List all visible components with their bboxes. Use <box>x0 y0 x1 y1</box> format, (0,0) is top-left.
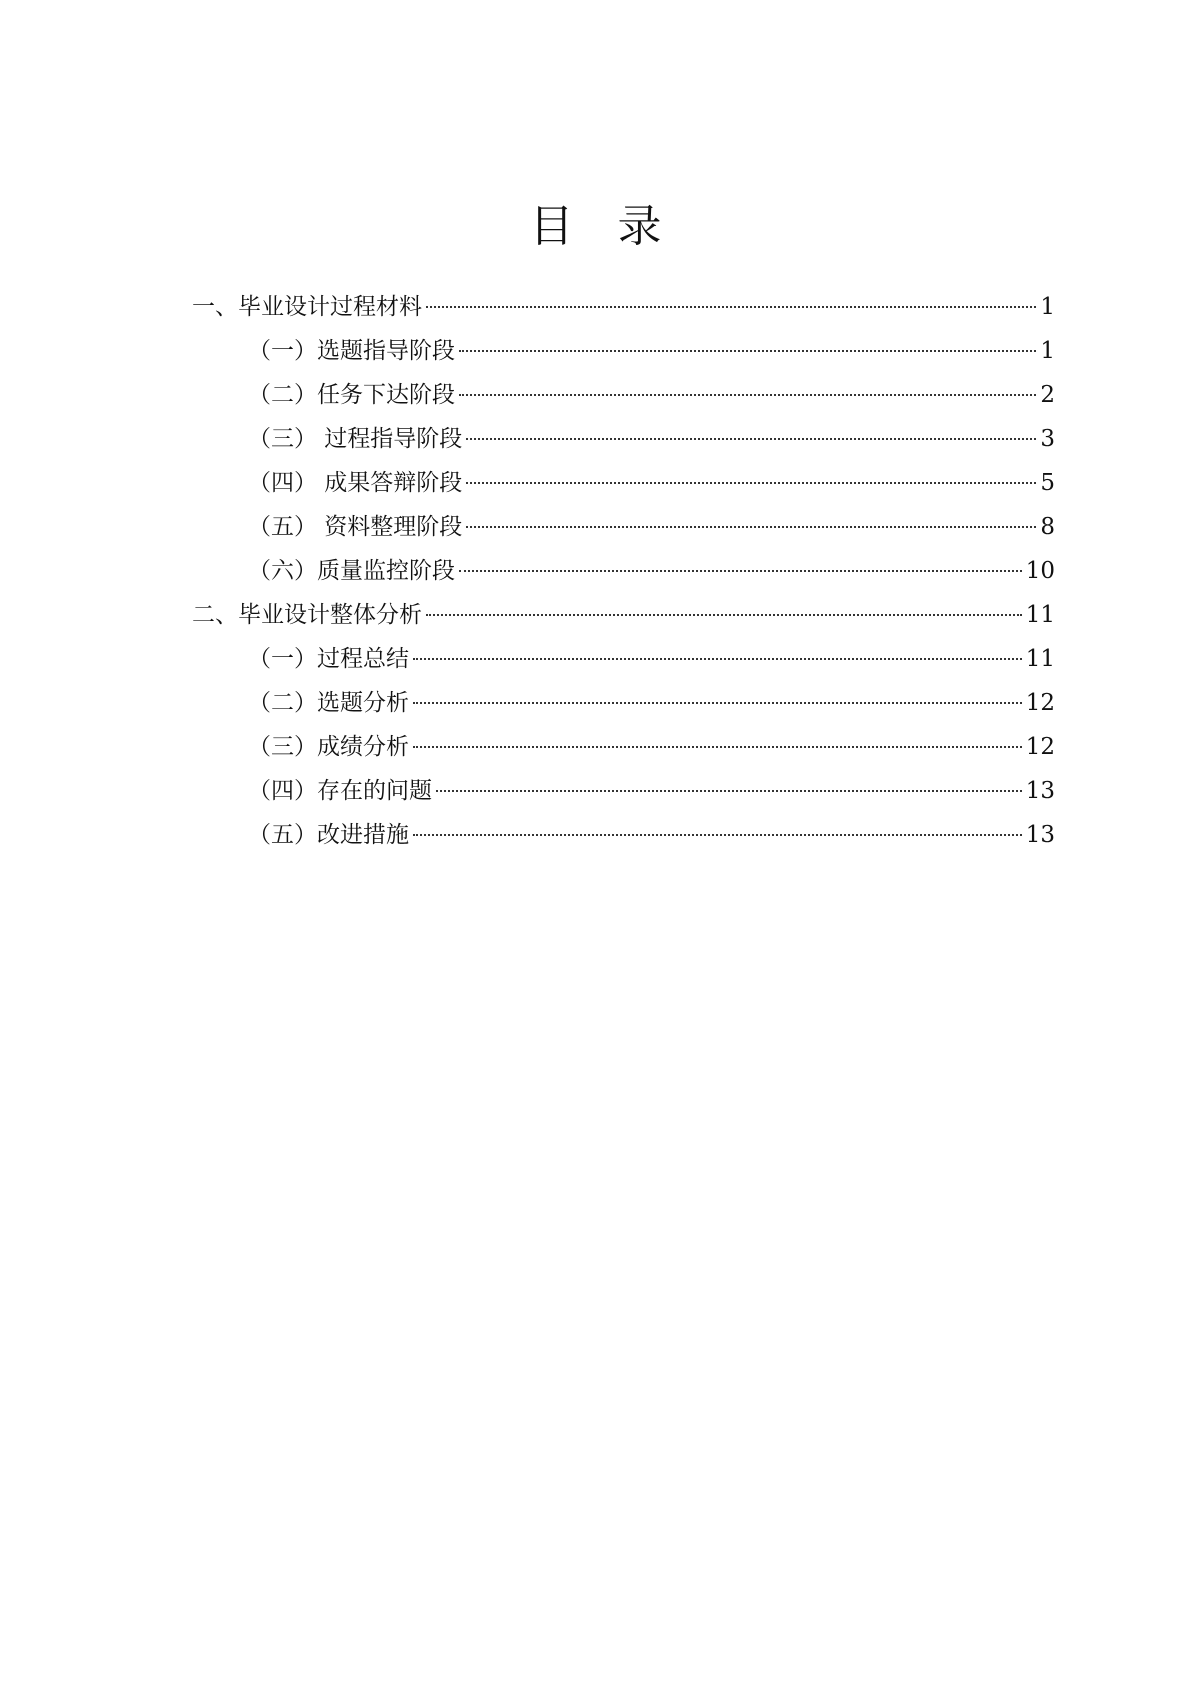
toc-entry-page: 2 <box>1040 382 1055 408</box>
title-char-1: 目 <box>529 201 574 252</box>
toc-entry[interactable] <box>192 681 1055 725</box>
toc-entry[interactable] <box>192 285 1055 329</box>
toc-entry[interactable] <box>192 549 1055 593</box>
toc-entry-label: （五）改进措施 <box>248 822 409 848</box>
toc-entry-page: 11 <box>1025 646 1055 672</box>
toc-entry-page: 11 <box>1025 602 1055 628</box>
toc-entry-label: （一）选题指导阶段 <box>248 338 455 364</box>
toc-entry-page: 1 <box>1040 294 1055 320</box>
dot-leader <box>466 482 1036 484</box>
toc-entry-label: （六）质量监控阶段 <box>248 558 455 584</box>
dot-leader <box>413 702 1022 704</box>
dot-leader <box>466 438 1036 440</box>
dot-leader <box>426 614 1022 616</box>
toc-entry[interactable] <box>192 593 1055 637</box>
toc-entry[interactable] <box>192 505 1055 549</box>
dot-leader <box>413 834 1022 836</box>
toc-entry-label: （五） 资料整理阶段 <box>248 514 463 540</box>
toc-entry-page: 12 <box>1025 690 1055 716</box>
toc-entry-label: （一）过程总结 <box>248 646 409 672</box>
title-char-2: 录 <box>617 201 662 252</box>
toc-entry-page: 12 <box>1025 734 1055 760</box>
dot-leader <box>413 746 1022 748</box>
toc-entry-label: （四） 成果答辩阶段 <box>248 470 463 496</box>
dot-leader <box>436 790 1022 792</box>
toc-entry[interactable] <box>192 725 1055 769</box>
dot-leader <box>459 394 1036 396</box>
toc-entry[interactable] <box>192 461 1055 505</box>
toc-entry-page: 1 <box>1040 338 1055 364</box>
toc-entry-label: （三）成绩分析 <box>248 734 409 760</box>
toc-entry[interactable] <box>192 769 1055 813</box>
toc-entry-label: （四）存在的问题 <box>248 778 432 804</box>
dot-leader <box>466 526 1036 528</box>
toc-entry[interactable] <box>192 373 1055 417</box>
toc-entry-page: 8 <box>1040 514 1055 540</box>
dot-leader <box>459 570 1022 572</box>
toc-entry-label: （三） 过程指导阶段 <box>248 426 463 452</box>
toc-entry[interactable] <box>192 417 1055 461</box>
toc-entry-page: 10 <box>1025 558 1055 584</box>
toc-entry-page: 13 <box>1025 822 1055 848</box>
toc-entry-label: 一、毕业设计过程材料 <box>192 294 422 320</box>
toc-entry[interactable] <box>192 329 1055 373</box>
toc-entry[interactable] <box>192 637 1055 681</box>
toc-entry-page: 5 <box>1040 470 1055 496</box>
table-of-contents <box>192 285 1055 857</box>
page-title <box>0 190 1191 254</box>
toc-entry-label: （二）选题分析 <box>248 690 409 716</box>
toc-entry-page: 13 <box>1025 778 1055 804</box>
toc-entry-label: （二）任务下达阶段 <box>248 382 455 408</box>
toc-entry-page: 3 <box>1040 426 1055 452</box>
dot-leader <box>459 350 1036 352</box>
toc-entry-label: 二、毕业设计整体分析 <box>192 602 422 628</box>
toc-entry[interactable] <box>192 813 1055 857</box>
dot-leader <box>413 658 1022 660</box>
dot-leader <box>426 306 1036 308</box>
